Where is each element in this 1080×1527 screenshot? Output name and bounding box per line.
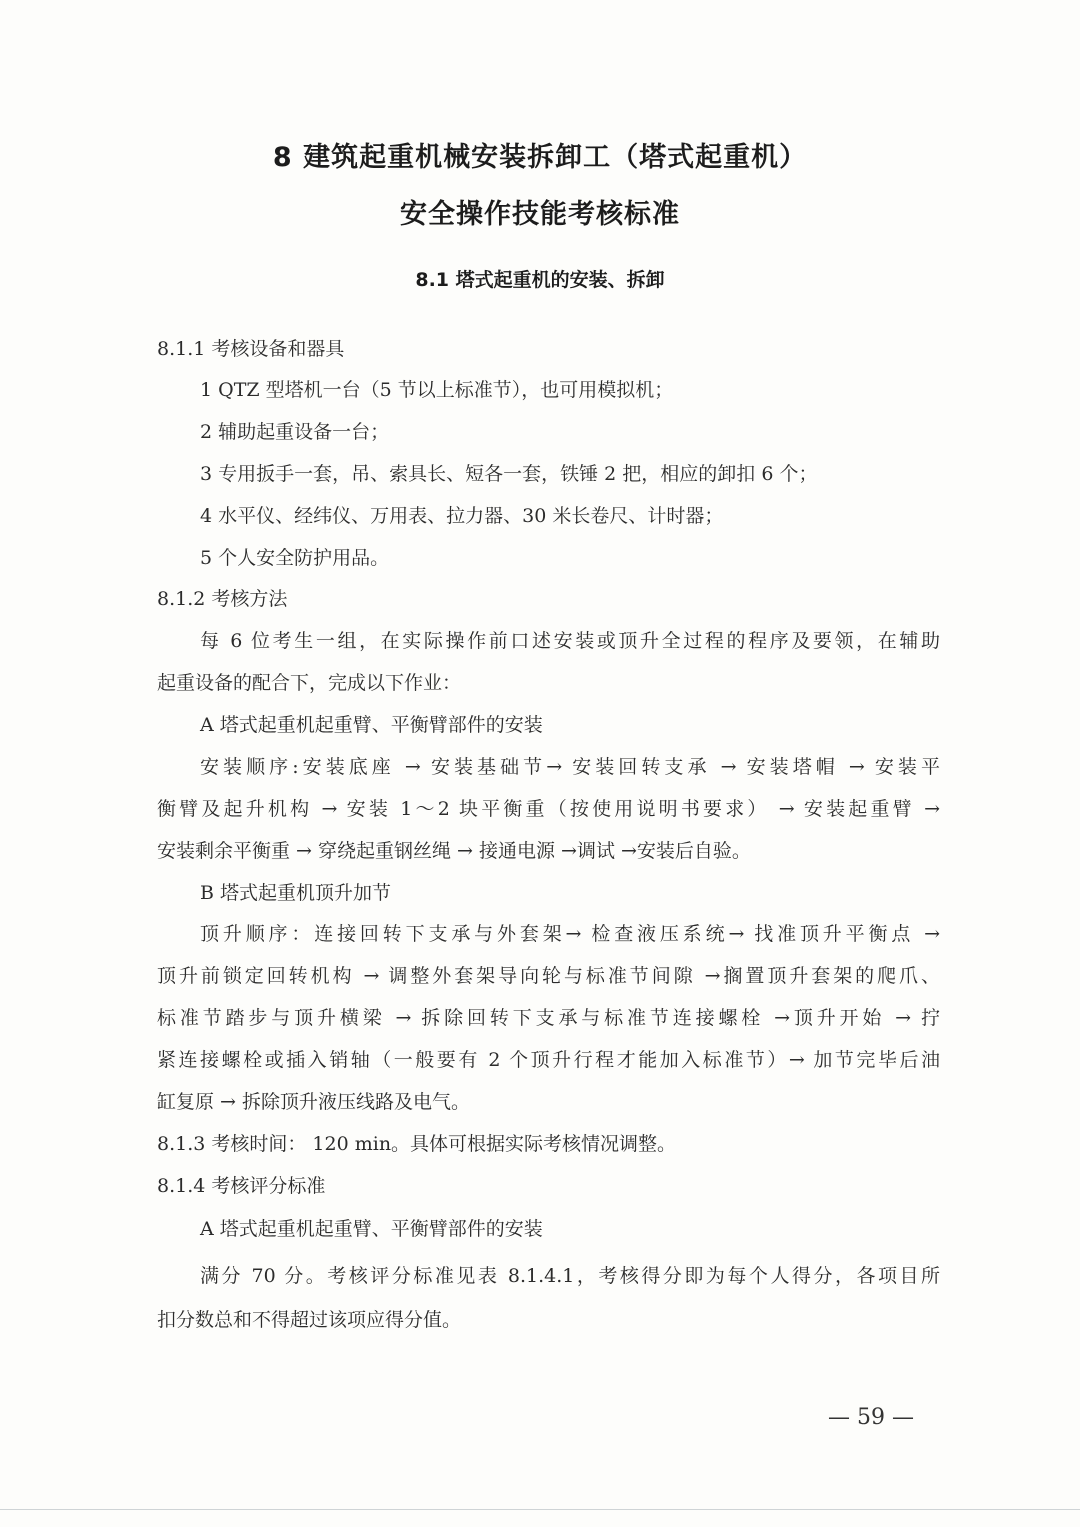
clause-heading-8-1-4: 8.1.4 考核评分标准: [157, 1175, 326, 1197]
list-item: 4 水平仪、经纬仪、万用表、拉力器、30 米长卷尺、计时器；: [200, 505, 724, 527]
list-item: 5 个人安全防护用品。: [200, 547, 390, 569]
subsection-heading-a: A 塔式起重机起重臂、平衡臂部件的安装: [200, 1218, 543, 1240]
section-heading: 8.1 塔式起重机的安装、拆卸: [415, 269, 665, 291]
paragraph-line: 安装剩余平衡重 → 穿绕起重钢丝绳 → 接通电源 →调试 →安装后自验。: [157, 840, 751, 862]
page-number: — 59 —: [828, 1405, 914, 1430]
clause-8-1-3: 8.1.3 考核时间： 120 min。具体可根据实际考核情况调整。: [157, 1133, 677, 1155]
list-item: 3 专用扳手一套，吊、索具长、短各一套，铁锤 2 把，相应的卸扣 6 个；: [200, 463, 818, 485]
paragraph-line: 衡臂及起升机构 → 安装 1～2 块平衡重（按使用说明书要求） → 安装起重臂 →: [157, 798, 940, 820]
list-item: 2 辅助起重设备一台；: [200, 421, 390, 443]
bottom-divider: [0, 1509, 1080, 1510]
paragraph-line: 紧连接螺栓或插入销轴（一般要有 2 个顶升行程才能加入标准节）→ 加节完毕后油: [157, 1049, 940, 1071]
paragraph-line: 起重设备的配合下，完成以下作业：: [157, 672, 462, 694]
document-title-line1: 8 建筑起重机械安装拆卸工（塔式起重机）: [272, 142, 808, 173]
list-item: 1 QTZ 型塔机一台（5 节以上标准节），也可用模拟机；: [200, 379, 674, 401]
subsection-heading-a: A 塔式起重机起重臂、平衡臂部件的安装: [200, 714, 543, 736]
subsection-heading-b: B 塔式起重机顶升加节: [200, 882, 392, 904]
paragraph-line: 标准节踏步与顶升横梁 → 拆除回转下支承与标准节连接螺栓 →顶升开始 → 拧: [157, 1007, 940, 1029]
paragraph-line: 满分 70 分。考核评分标准见表 8.1.4.1，考核得分即为每个人得分，各项目所: [200, 1265, 940, 1287]
document-title-line2: 安全操作技能考核标准: [400, 199, 680, 230]
paragraph-line: 缸复原 → 拆除顶升液压线路及电气。: [157, 1091, 470, 1113]
clause-heading-8-1-2: 8.1.2 考核方法: [157, 588, 288, 610]
paragraph-line: 每 6 位考生一组，在实际操作前口述安装或顶升全过程的程序及要领，在辅助: [200, 630, 940, 652]
paragraph-line: 顶升前锁定回转机构 → 调整外套架导向轮与标准节间隙 →搁置顶升套架的爬爪、: [157, 965, 940, 987]
clause-heading-8-1-1: 8.1.1 考核设备和器具: [157, 338, 345, 360]
paragraph-line: 顶升顺序：连接回转下支承与外套架→ 检查液压系统→ 找准顶升平衡点 →: [200, 923, 940, 945]
paragraph-line: 安装顺序:安装底座 → 安装基础节→ 安装回转支承 → 安装塔帽 → 安装平: [200, 756, 940, 778]
paragraph-line: 扣分数总和不得超过该项应得分值。: [157, 1309, 462, 1331]
